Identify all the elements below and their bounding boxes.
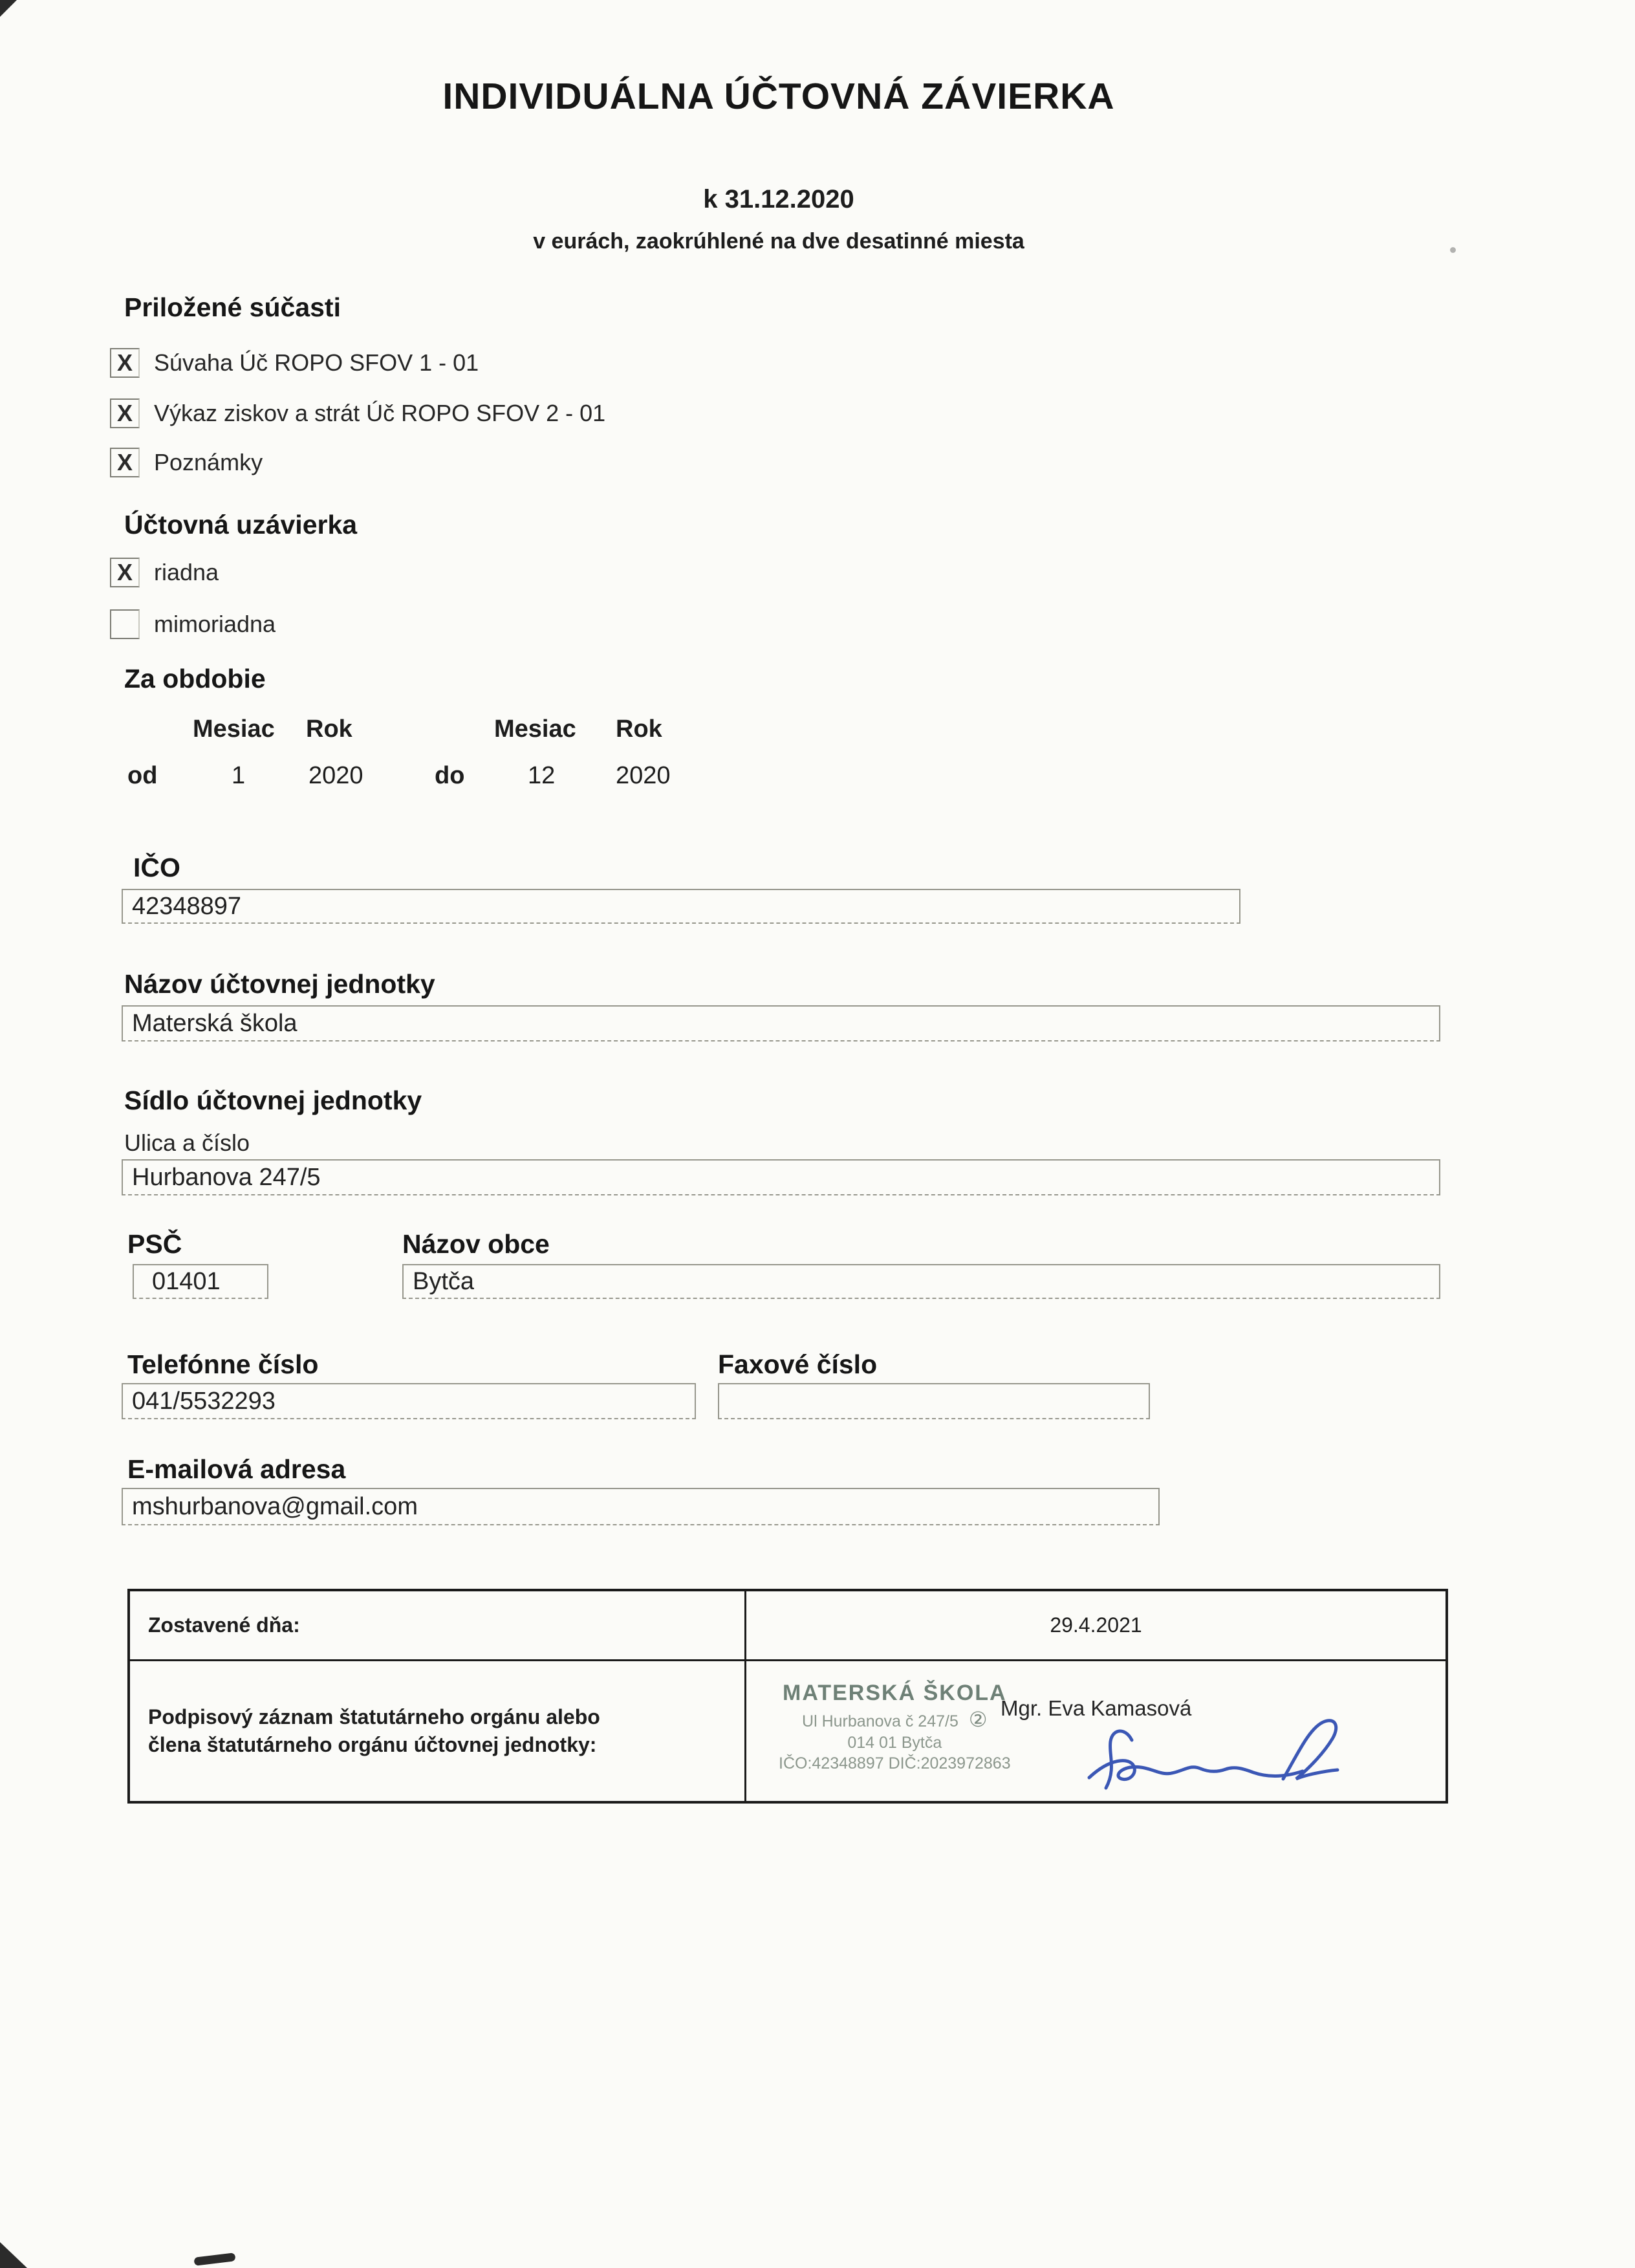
period-year-label-1: Rok [306,715,352,743]
compiled-date-label-cell [130,1591,746,1659]
signature-cell [746,1661,1446,1801]
stamp-street-text: Ul Hurbanova č 247/5 [802,1712,958,1731]
period-from-month: 1 [232,762,246,789]
address-heading: Sídlo účtovnej jednotky [124,1085,422,1115]
city-value: Bytča [413,1267,475,1295]
attachment-label: Výkaz ziskov a strát Úč ROPO SFOV 2 - 01 [154,400,606,426]
stamp-school-name: MATERSKÁ ŠKOLA [783,1681,1007,1705]
street-label: Ulica a číslo [124,1129,250,1156]
handwritten-signature [1070,1714,1341,1798]
email-label: E-mailová adresa [127,1454,346,1484]
checkbox-checked-icon: X [110,398,140,428]
signature-label: Podpisový záznam štatutárneho orgánu alebo člena štatutárneho orgánu účtovnej jednotky: [148,1705,600,1756]
closing-row-riadna [110,558,219,587]
scan-artifact-corner [0,0,17,17]
zip-label: PSČ [127,1229,182,1259]
closing-label: riadna [154,559,219,585]
entity-name-label: Názov účtovnej jednotky [124,969,435,999]
compiled-date-value-cell [746,1591,1446,1659]
attachment-label: Súvaha Úč ROPO SFOV 1 - 01 [154,349,479,376]
period-from-label: od [127,762,158,789]
ico-label: IČO [133,853,180,882]
attachment-label: Poznámky [154,449,263,475]
form-date-line: k 31.12.2020 [703,185,854,213]
scan-artifact-corner [0,2242,27,2268]
stamp-street [779,1708,1011,1732]
closing-row-mimoriadna [110,609,276,639]
city-label: Názov obce [402,1229,550,1259]
checkbox-unchecked-icon [110,609,140,639]
school-stamp [779,1681,1011,1772]
compiled-date-value: 29.4.2021 [1050,1613,1142,1637]
ico-field [122,889,1240,924]
city-field [402,1264,1440,1299]
attachment-row-suvaha [110,348,479,378]
attachment-row-vykaz [110,398,605,428]
period-to-month: 12 [528,762,556,789]
period-month-label-2: Mesiac [494,715,576,743]
stamp-city: 014 01 Bytča [847,1733,942,1752]
zip-field [133,1264,268,1299]
checkbox-checked-icon: X [110,558,140,587]
fax-field [718,1383,1150,1419]
period-heading: Za obdobie [124,664,266,693]
period-from-year: 2020 [309,762,363,789]
street-value: Hurbanova 247/5 [132,1163,321,1191]
signature-row [130,1661,1446,1801]
signature-table [127,1589,1448,1804]
stamp-ids: IČO:42348897 DIČ:2023972863 [779,1754,1011,1772]
signatory-name: Mgr. Eva Kamasová [1001,1696,1192,1720]
phone-field [122,1383,696,1419]
closing-label: mimoriadna [154,611,276,637]
compiled-date-row [130,1591,1446,1661]
street-field [122,1159,1440,1195]
closing-heading: Účtovná uzávierka [124,510,358,540]
email-value: mshurbanova@gmail.com [132,1492,418,1520]
zip-value: 01401 [152,1267,221,1295]
checkbox-checked-icon: X [110,448,140,477]
ico-value: 42348897 [132,892,242,920]
entity-name-field [122,1005,1440,1041]
compiled-date-label: Zostavené dňa: [148,1613,300,1637]
fax-value [719,1400,737,1402]
period-to-label: do [435,762,465,789]
attachments-heading: Priložené súčasti [124,292,341,322]
email-field [122,1488,1160,1525]
period-year-label-2: Rok [616,715,662,743]
attachment-row-poznamky [110,448,263,477]
form-subtitle: v eurách, zaokrúhlené na dve desatinné miesta [533,229,1024,254]
period-month-label-1: Mesiac [193,715,275,743]
period-to-year: 2020 [616,762,671,789]
phone-label: Telefónne číslo [127,1349,319,1379]
fax-label: Faxové číslo [718,1349,878,1379]
phone-value: 041/5532293 [132,1387,276,1415]
signature-label-cell [130,1661,746,1801]
form-title: INDIVIDUÁLNA ÚČTOVNÁ ZÁVIERKA [442,76,1115,117]
stamp-badge-icon: ② [968,1708,988,1732]
checkbox-checked-icon: X [110,348,140,378]
scan-artifact-mark [193,2252,235,2266]
entity-name-value: Materská škola [132,1009,298,1037]
